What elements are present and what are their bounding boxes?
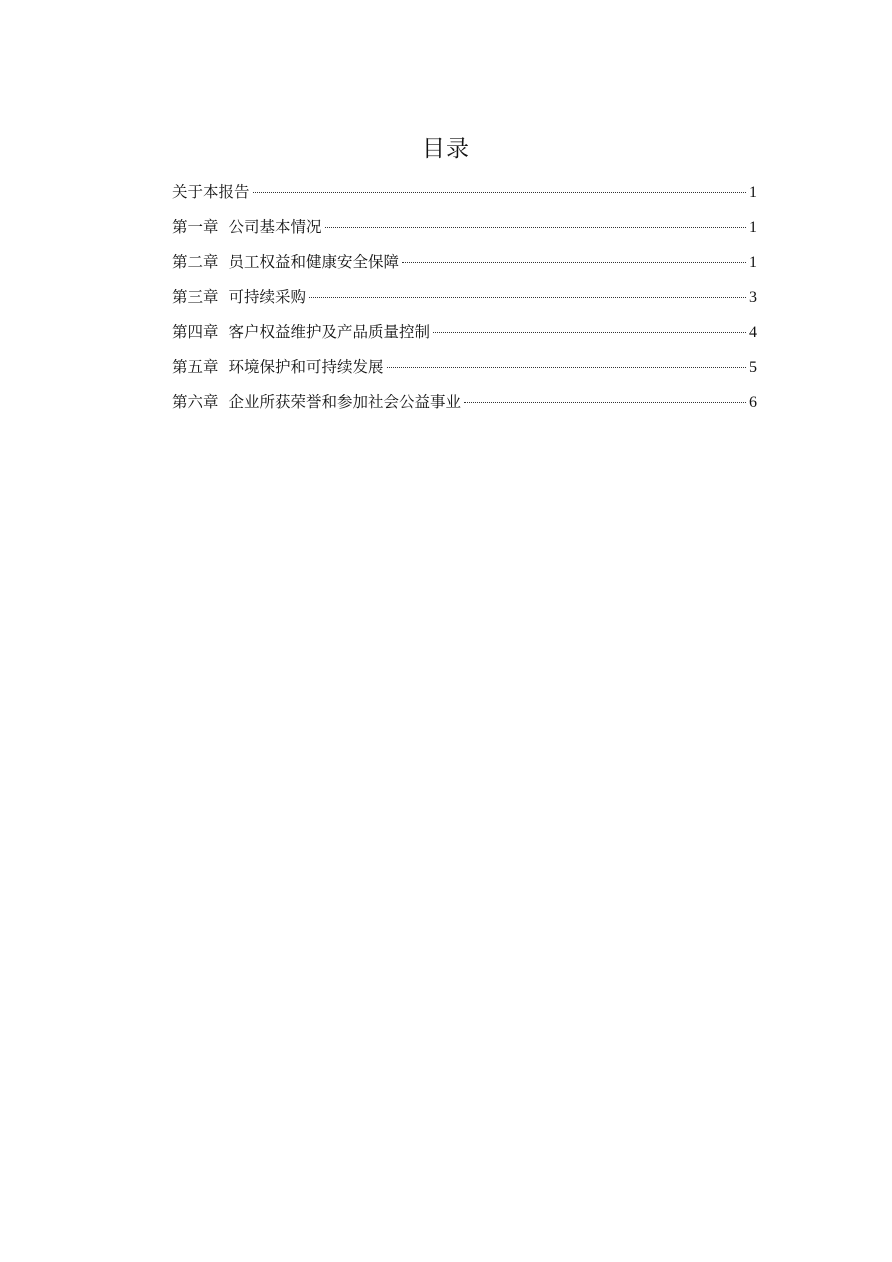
dot-leader [387,367,746,368]
toc-page-number: 3 [749,289,757,306]
toc-page-number: 1 [749,254,757,271]
dot-leader [433,332,746,333]
toc-entry-text: 员工权益和健康安全保障 [228,253,400,271]
toc-page-number: 6 [749,394,757,411]
toc-entry-text: 可持续采购 [228,288,307,306]
toc-entry-text: 环境保护和可持续发展 [228,358,384,376]
toc-chapter-label: 第四章 [172,323,219,341]
toc-entry-chapter-6[interactable] [172,388,757,423]
toc-title: 目录 [422,136,470,162]
dot-leader [464,402,746,403]
toc-chapter-label: 第一章 [172,218,219,236]
toc-page-number: 1 [749,219,757,236]
toc-chapter-label: 第六章 [172,393,219,411]
toc-entry-text: 关于本报告 [172,183,250,201]
toc-entry-text: 客户权益维护及产品质量控制 [228,323,431,341]
dot-leader [325,227,746,228]
toc-entry-chapter-1[interactable] [172,213,757,248]
toc-page-number: 1 [749,184,757,201]
toc-chapter-label: 第三章 [172,288,219,306]
toc-page-number: 4 [749,324,757,341]
toc-page-number: 5 [749,359,757,376]
dot-leader [309,297,746,298]
dot-leader [402,262,746,263]
toc-list [172,178,757,423]
toc-entry-chapter-5[interactable] [172,353,757,388]
dot-leader [253,192,746,193]
toc-chapter-label: 第五章 [172,358,219,376]
toc-entry-about[interactable] [172,178,757,213]
toc-entry-text: 企业所获荣誉和参加社会公益事业 [228,393,462,411]
toc-entry-text: 公司基本情况 [228,218,322,236]
toc-chapter-label: 第二章 [172,253,219,271]
toc-entry-chapter-3[interactable] [172,283,757,318]
toc-entry-chapter-2[interactable] [172,248,757,283]
toc-entry-chapter-4[interactable] [172,318,757,353]
